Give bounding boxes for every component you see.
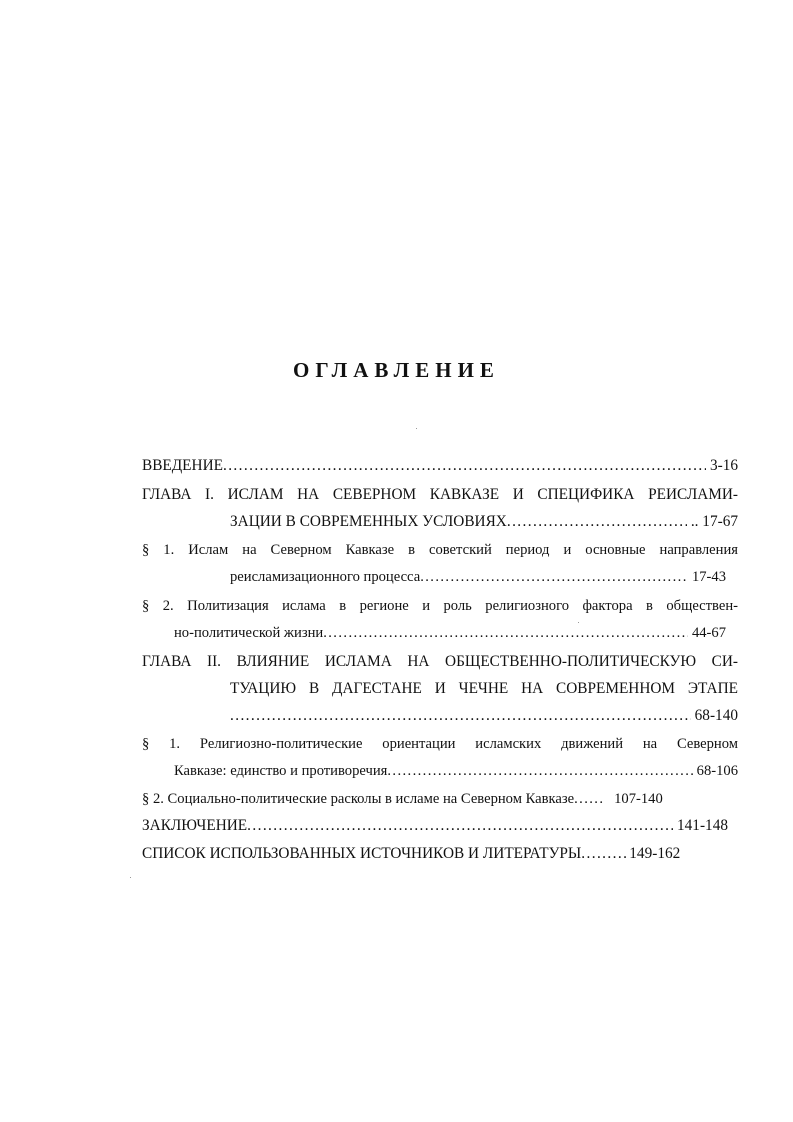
toc-entry-ch1-s1-line2 xyxy=(230,566,726,588)
dot-leader xyxy=(230,705,691,727)
dot-leader xyxy=(420,566,688,588)
dot-leader xyxy=(507,511,687,533)
dot-leader xyxy=(247,815,673,837)
toc-entry-pages: 68-106 xyxy=(696,763,738,779)
toc-entry-text: ВВЕДЕНИЕ xyxy=(142,457,223,474)
dot-leader xyxy=(574,788,604,810)
toc-entry-pages: 107-140 xyxy=(614,791,663,807)
toc-entry-text: но-политической жизни xyxy=(174,625,324,641)
toc-entry-text: ЗАКЛЮЧЕНИЕ xyxy=(142,817,248,834)
toc-entry-pages: 141-148 xyxy=(677,817,728,834)
dot-leader xyxy=(387,760,692,782)
toc-entry-conclusion xyxy=(142,815,728,837)
page-title: ОГЛАВЛЕНИЕ xyxy=(293,358,500,382)
toc-entry-intro xyxy=(142,455,738,477)
toc-entry-sources xyxy=(142,843,728,865)
toc-entry-ch1-s1-line1: § 1. Ислам на Северном Кавказе в советский период и основные направления xyxy=(142,542,738,558)
toc-entry-pages: .. 17-67 xyxy=(690,513,738,530)
toc-entry-ch2-s1-line1: § 1. Религиозно-политические ориентации исламских движений на Северном xyxy=(142,736,738,752)
toc-entry-ch2-s2 xyxy=(142,788,730,810)
toc-entry-pages: 3-16 xyxy=(709,457,738,474)
toc-entry-ch1-s2-line2 xyxy=(174,622,726,644)
toc-entry-chapter1-line1: ГЛАВА I. ИСЛАМ НА СЕВЕРНОМ КАВКАЗЕ И СПЕЦИФИКА РЕИСЛАМИ- xyxy=(142,486,738,503)
scan-speck xyxy=(416,428,417,429)
toc-entry-chapter2-line2: ТУАЦИЮ В ДАГЕСТАНЕ И ЧЕЧНЕ НА СОВРЕМЕННОМ ЭТАПЕ xyxy=(230,680,738,697)
toc-entry-pages: 17-43 xyxy=(691,569,726,585)
toc-entry-text: СПИСОК ИСПОЛЬЗОВАННЫХ ИСТОЧНИКОВ И ЛИТЕРАТУРЫ xyxy=(142,845,582,862)
toc-entry-chapter2-line3 xyxy=(230,705,738,727)
dot-leader xyxy=(223,455,706,477)
toc-entry-ch1-s2-line1: § 2. Политизация ислама в регионе и роль религиозного фактора в обществен- xyxy=(142,598,738,614)
scan-speck xyxy=(130,877,131,878)
toc-entry-text: § 2. Социально-политические расколы в исламе на Северном Кавказе xyxy=(142,791,575,807)
toc-entry-pages: 68-140 xyxy=(694,707,738,724)
toc-entry-text: реисламизационного процесса xyxy=(230,569,421,585)
toc-entry-text: ЗАЦИИ В СОВРЕМЕННЫХ УСЛОВИЯХ xyxy=(230,513,507,530)
toc-entry-pages: 44-67 xyxy=(691,625,726,641)
dot-leader xyxy=(323,622,688,644)
toc-entry-chapter2-line1: ГЛАВА II. ВЛИЯНИЕ ИСЛАМА НА ОБЩЕСТВЕННО-ПОЛИТИЧЕСКУЮ СИ- xyxy=(142,653,738,670)
toc-entry-ch2-s1-line2 xyxy=(174,760,738,782)
toc-entry-chapter1-line2 xyxy=(230,511,738,533)
toc-entry-text: Кавказе: единство и противоречия xyxy=(174,763,388,779)
toc-entry-pages: 149-162 xyxy=(629,845,681,862)
dot-leader xyxy=(581,843,629,865)
